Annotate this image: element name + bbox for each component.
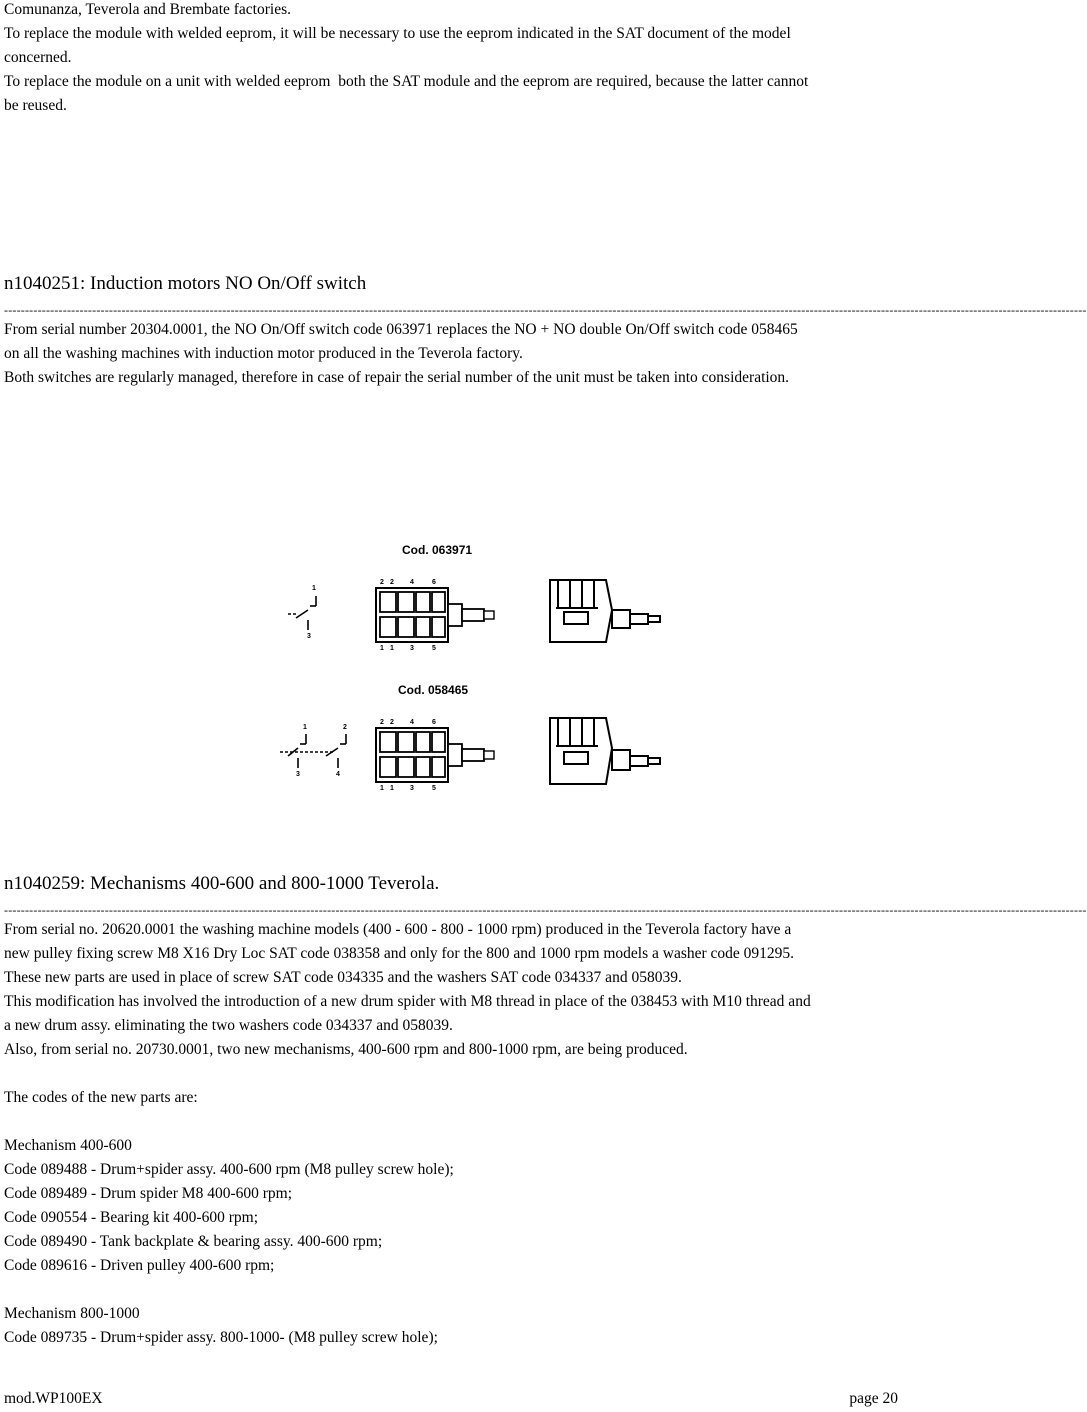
contact-pin-label: 2 [343, 724, 347, 731]
code-item: Code 090554 - Bearing kit 400-600 rpm; [4, 1209, 258, 1226]
pin-label: 4 [410, 719, 414, 726]
intro-paragraph [4, 0, 808, 118]
section-line: These new parts are used in place of screw SAT code 034335 and the washers SAT code 034337 and 058039. [4, 969, 682, 986]
footer-document-code: mod.WP100EX [4, 1390, 103, 1407]
switch-side-view-top [550, 580, 660, 642]
code-item: Code 089489 - Drum spider M8 400-600 rpm; [4, 1185, 293, 1202]
pin-label: 1 [390, 785, 394, 792]
section-divider: ------------------------------------------------------------------------------------------------------------------------------------------------------------------------------------------------------------------------------------------------------------------ [4, 903, 1087, 917]
pin-label: 2 [390, 719, 394, 726]
contact-schematic-single [288, 596, 316, 630]
codes-intro: The codes of the new parts are: [4, 1089, 198, 1106]
section-line: From serial no. 20620.0001 the washing machine models (400 - 600 - 800 - 1000 rpm) produced in the Teverola factory have a [4, 921, 792, 938]
footer-page-number: page 20 [849, 1390, 898, 1407]
switch-side-view-bottom [550, 718, 660, 784]
code-label-top: Cod. 063971 [402, 543, 473, 557]
section-title: n1040259: Mechanisms 400-600 and 800-1000 Teverola. [4, 873, 440, 894]
group-title: Mechanism 400-600 [4, 1137, 132, 1154]
section-line: This modification has involved the introduction of a new drum spider with M8 thread in place of the 038453 with M10 thread and [4, 993, 811, 1010]
code-item: Code 089735 - Drum+spider assy. 800-1000- (M8 pulley screw hole); [4, 1329, 438, 1346]
section-line: From serial number 20304.0001, the NO On/Off switch code 063971 replaces the NO + NO double On/Off switch code 058465 [4, 321, 798, 338]
section-line: Both switches are regularly managed, therefore in case of repair the serial number of the unit must be taken into consideration. [4, 369, 790, 386]
intro-line: To replace the module with welded eeprom, it will be necessary to use the eeprom indicated in the SAT document of the model [4, 25, 791, 42]
pin-label: 5 [432, 645, 436, 652]
code-item: Code 089616 - Driven pulley 400-600 rpm; [4, 1257, 275, 1274]
section-line: a new drum assy. eliminating the two washers code 034337 and 058039. [4, 1017, 453, 1034]
switch-diagram-figure [276, 538, 696, 800]
intro-line: Comunanza, Teverola and Brembate factories. [4, 1, 291, 18]
code-label-bottom: Cod. 058465 [398, 683, 469, 697]
code-item: Code 089490 - Tank backplate & bearing assy. 400-600 rpm; [4, 1233, 383, 1250]
contact-pin-label: 3 [307, 633, 311, 640]
code-item: Code 089488 - Drum+spider assy. 400-600 rpm (M8 pulley screw hole); [4, 1161, 454, 1178]
pin-label: 3 [410, 645, 414, 652]
switch-diagram [276, 538, 696, 800]
pin-label: 2 [390, 579, 394, 586]
pin-label: 6 [432, 579, 436, 586]
group-title: Mechanism 800-1000 [4, 1305, 140, 1322]
contact-pin-label: 1 [303, 724, 307, 731]
pin-label: 4 [410, 579, 414, 586]
pin-label: 1 [380, 785, 384, 792]
terminal-block-top [376, 588, 494, 642]
section-divider: ------------------------------------------------------------------------------------------------------------------------------------------------------------------------------------------------------------------------------------------------------------------ [4, 303, 1087, 317]
section-line: Also, from serial no. 20730.0001, two new mechanisms, 400-600 rpm and 800-1000 rpm, are being produced. [4, 1041, 688, 1058]
pin-label: 5 [432, 785, 436, 792]
section-line: on all the washing machines with induction motor produced in the Teverola factory. [4, 345, 523, 362]
terminal-block-bottom [376, 728, 494, 782]
section-title: n1040251: Induction motors NO On/Off switch [4, 273, 367, 294]
intro-line: concerned. [4, 49, 72, 66]
contact-pin-label: 3 [296, 771, 300, 778]
contact-pin-label: 4 [336, 771, 340, 778]
pin-label: 3 [410, 785, 414, 792]
pin-label: 6 [432, 719, 436, 726]
intro-line: To replace the module on a unit with welded eeprom both the SAT module and the eeprom are required, because the latter cannot [4, 73, 809, 90]
pin-label: 1 [390, 645, 394, 652]
pin-label: 2 [380, 579, 384, 586]
section-induction-switch [4, 272, 1087, 390]
pin-label: 1 [380, 645, 384, 652]
intro-line: be reused. [4, 97, 67, 114]
section-mechanisms [4, 872, 1087, 1350]
pin-label: 2 [380, 719, 384, 726]
contact-pin-label: 1 [312, 585, 316, 592]
section-line: new pulley fixing screw M8 X16 Dry Loc SAT code 038358 and only for the 800 and 1000 rpm models a washer code 091295. [4, 945, 795, 962]
contact-schematic-double [280, 734, 346, 768]
